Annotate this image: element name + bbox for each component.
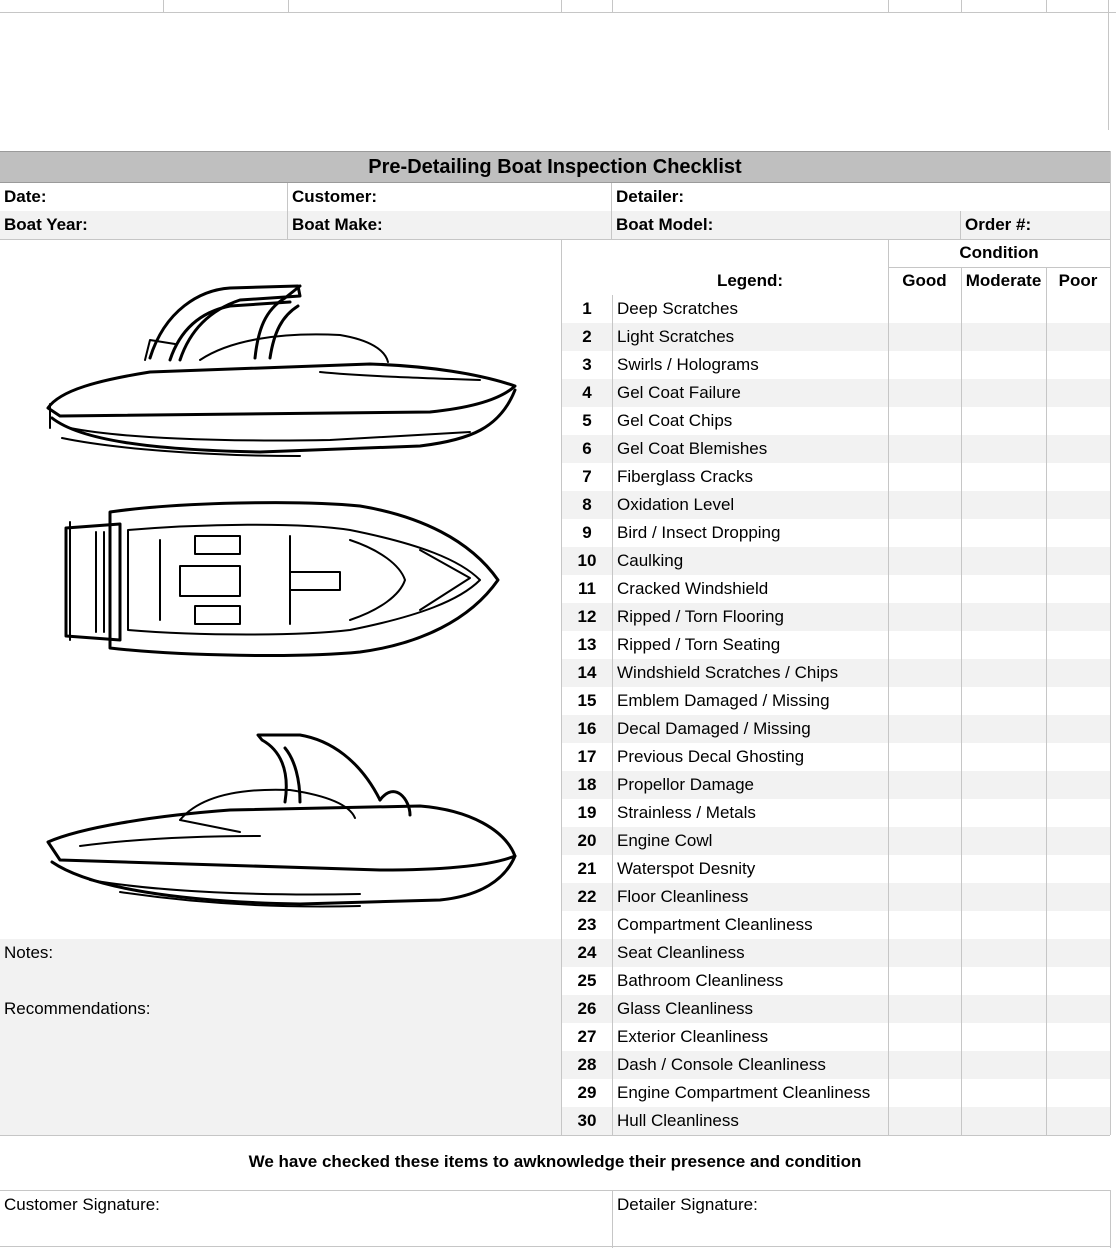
- condition-good-cell[interactable]: [889, 799, 961, 827]
- item-number: 17: [562, 743, 612, 771]
- grid-divider: [1110, 1190, 1111, 1248]
- item-number: 14: [562, 659, 612, 687]
- item-number: 22: [562, 883, 612, 911]
- condition-good-cell[interactable]: [889, 1051, 961, 1079]
- moderate-column-header: Moderate: [965, 271, 1042, 290]
- good-column-header: Good: [902, 271, 947, 290]
- item-number: 23: [562, 911, 612, 939]
- item-label: Compartment Cleanliness: [613, 911, 888, 939]
- condition-good-cell[interactable]: [889, 687, 961, 715]
- item-label: Swirls / Holograms: [613, 351, 888, 379]
- condition-moderate-cell[interactable]: [962, 855, 1046, 883]
- condition-moderate-cell[interactable]: [962, 1079, 1046, 1107]
- condition-moderate-cell[interactable]: [962, 799, 1046, 827]
- condition-moderate-cell[interactable]: [962, 547, 1046, 575]
- condition-poor-cell[interactable]: [1047, 379, 1110, 407]
- item-number: 1: [562, 295, 612, 323]
- boat-make-field[interactable]: Boat Make:: [288, 211, 612, 239]
- top-row-border: [0, 12, 1116, 13]
- condition-moderate-cell[interactable]: [962, 575, 1046, 603]
- condition-good-cell[interactable]: [889, 631, 961, 659]
- condition-moderate-cell[interactable]: [962, 995, 1046, 1023]
- condition-poor-cell[interactable]: [1047, 575, 1110, 603]
- item-number: 30: [562, 1107, 612, 1135]
- item-label: Propellor Damage: [613, 771, 888, 799]
- boat-side-view-icon: [48, 286, 515, 456]
- condition-good-cell[interactable]: [889, 379, 961, 407]
- condition-poor-cell[interactable]: [1047, 435, 1110, 463]
- condition-good-cell[interactable]: [889, 1079, 961, 1107]
- date-field[interactable]: Date:: [0, 183, 288, 211]
- condition-poor-cell[interactable]: [1047, 603, 1110, 631]
- item-number: 25: [562, 967, 612, 995]
- item-number: 4: [562, 379, 612, 407]
- condition-moderate-cell[interactable]: [962, 519, 1046, 547]
- item-label: Light Scratches: [613, 323, 888, 351]
- item-number: 29: [562, 1079, 612, 1107]
- condition-good-cell[interactable]: [889, 827, 961, 855]
- top-row-divider: [888, 0, 889, 12]
- condition-poor-cell[interactable]: [1047, 631, 1110, 659]
- item-number: 21: [562, 855, 612, 883]
- condition-good-cell[interactable]: [889, 407, 961, 435]
- condition-good-cell[interactable]: [889, 911, 961, 939]
- boat-top-view-icon: [66, 503, 498, 656]
- condition-poor-cell[interactable]: [1047, 687, 1110, 715]
- item-label: Gel Coat Chips: [613, 407, 888, 435]
- condition-poor-cell[interactable]: [1047, 659, 1110, 687]
- condition-moderate-cell[interactable]: [962, 967, 1046, 995]
- legend-label: Legend:: [716, 271, 784, 290]
- item-number: 13: [562, 631, 612, 659]
- item-number: 15: [562, 687, 612, 715]
- grid-divider: [888, 295, 889, 1135]
- condition-poor-cell[interactable]: [1047, 295, 1110, 323]
- condition-moderate-cell[interactable]: [962, 1107, 1046, 1135]
- item-number: 20: [562, 827, 612, 855]
- condition-good-cell[interactable]: [889, 575, 961, 603]
- condition-moderate-cell[interactable]: [962, 603, 1046, 631]
- item-label: Caulking: [613, 547, 888, 575]
- item-label: Engine Compartment Cleanliness: [613, 1079, 888, 1107]
- boat-side-view-icon: [48, 735, 515, 906]
- condition-poor-cell[interactable]: [1047, 519, 1110, 547]
- recommendations-field[interactable]: Recommendations:: [0, 995, 561, 1135]
- right-edge-line: [1108, 0, 1109, 130]
- item-label: Previous Decal Ghosting: [613, 743, 888, 771]
- item-label: Ripped / Torn Seating: [613, 631, 888, 659]
- condition-poor-cell[interactable]: [1047, 799, 1110, 827]
- item-label: Emblem Damaged / Missing: [613, 687, 888, 715]
- condition-moderate-cell[interactable]: [962, 827, 1046, 855]
- condition-good-cell[interactable]: [889, 855, 961, 883]
- item-label: Ripped / Torn Flooring: [613, 603, 888, 631]
- checklist-title: Pre-Detailing Boat Inspection Checklist: [0, 151, 1110, 183]
- item-number: 28: [562, 1051, 612, 1079]
- condition-poor-cell[interactable]: [1047, 827, 1110, 855]
- condition-good-cell[interactable]: [889, 1107, 961, 1135]
- item-number: 7: [562, 463, 612, 491]
- notes-field[interactable]: Notes:: [0, 939, 561, 995]
- top-row-divider: [163, 0, 164, 12]
- condition-good-cell[interactable]: [889, 883, 961, 911]
- item-label: Seat Cleanliness: [613, 939, 888, 967]
- condition-poor-cell[interactable]: [1047, 883, 1110, 911]
- condition-moderate-cell[interactable]: [962, 463, 1046, 491]
- condition-poor-cell[interactable]: [1047, 351, 1110, 379]
- item-label: Floor Cleanliness: [613, 883, 888, 911]
- boat-diagram: [0, 240, 560, 938]
- customer-signature-field[interactable]: Customer Signature:: [4, 1195, 160, 1214]
- condition-poor-cell[interactable]: [1047, 855, 1110, 883]
- condition-good-cell[interactable]: [889, 967, 961, 995]
- condition-poor-cell[interactable]: [1047, 1079, 1110, 1107]
- item-label: Exterior Cleanliness: [613, 1023, 888, 1051]
- item-number: 26: [562, 995, 612, 1023]
- item-label: Oxidation Level: [613, 491, 888, 519]
- condition-moderate-cell[interactable]: [962, 295, 1046, 323]
- item-number: 16: [562, 715, 612, 743]
- item-number: 5: [562, 407, 612, 435]
- condition-moderate-cell[interactable]: [962, 771, 1046, 799]
- condition-good-cell[interactable]: [889, 295, 961, 323]
- condition-poor-cell[interactable]: [1047, 995, 1110, 1023]
- condition-moderate-cell[interactable]: [962, 435, 1046, 463]
- condition-moderate-cell[interactable]: [962, 631, 1046, 659]
- condition-moderate-cell[interactable]: [962, 379, 1046, 407]
- item-number: 24: [562, 939, 612, 967]
- item-label: Engine Cowl: [613, 827, 888, 855]
- item-number: 12: [562, 603, 612, 631]
- condition-moderate-cell[interactable]: [962, 687, 1046, 715]
- condition-moderate-cell[interactable]: [962, 911, 1046, 939]
- grid-divider: [1110, 151, 1111, 1135]
- condition-good-cell[interactable]: [889, 771, 961, 799]
- item-label: Bathroom Cleanliness: [613, 967, 888, 995]
- top-row-divider: [288, 0, 289, 12]
- condition-poor-cell[interactable]: [1047, 771, 1110, 799]
- condition-moderate-cell[interactable]: [962, 1051, 1046, 1079]
- order-number-field[interactable]: Order #:: [961, 211, 1110, 239]
- condition-moderate-cell[interactable]: [962, 715, 1046, 743]
- condition-good-cell[interactable]: [889, 939, 961, 967]
- condition-good-cell[interactable]: [889, 603, 961, 631]
- item-label: Bird / Insect Dropping: [613, 519, 888, 547]
- condition-good-cell[interactable]: [889, 995, 961, 1023]
- item-label: Decal Damaged / Missing: [613, 715, 888, 743]
- condition-poor-cell[interactable]: [1047, 463, 1110, 491]
- customer-field[interactable]: Customer:: [288, 183, 612, 211]
- condition-poor-cell[interactable]: [1047, 1051, 1110, 1079]
- item-number: 18: [562, 771, 612, 799]
- grid-divider: [612, 295, 613, 1135]
- item-number: 6: [562, 435, 612, 463]
- item-label: Cracked Windshield: [613, 575, 888, 603]
- condition-good-cell[interactable]: [889, 463, 961, 491]
- condition-good-cell[interactable]: [889, 351, 961, 379]
- condition-moderate-cell[interactable]: [962, 407, 1046, 435]
- item-label: Strainless / Metals: [613, 799, 888, 827]
- condition-moderate-cell[interactable]: [962, 743, 1046, 771]
- condition-poor-cell[interactable]: [1047, 491, 1110, 519]
- item-label: Glass Cleanliness: [613, 995, 888, 1023]
- item-number: 9: [562, 519, 612, 547]
- top-row-divider: [612, 0, 613, 12]
- condition-moderate-cell[interactable]: [962, 939, 1046, 967]
- row-line: [0, 1246, 1110, 1247]
- condition-moderate-cell[interactable]: [962, 659, 1046, 687]
- condition-poor-cell[interactable]: [1047, 547, 1110, 575]
- condition-good-cell[interactable]: [889, 659, 961, 687]
- acknowledgement-text: We have checked these items to awknowledge their presence and condition: [248, 1152, 862, 1171]
- item-label: Gel Coat Failure: [613, 379, 888, 407]
- condition-poor-cell[interactable]: [1047, 967, 1110, 995]
- item-label: Dash / Console Cleanliness: [613, 1051, 888, 1079]
- condition-moderate-cell[interactable]: [962, 1023, 1046, 1051]
- condition-good-cell[interactable]: [889, 323, 961, 351]
- boat-year-field[interactable]: Boat Year:: [0, 211, 288, 239]
- item-label: Hull Cleanliness: [613, 1107, 888, 1135]
- condition-good-cell[interactable]: [889, 715, 961, 743]
- grid-divider: [1046, 295, 1047, 1135]
- item-number: 11: [562, 575, 612, 603]
- condition-good-cell[interactable]: [889, 519, 961, 547]
- condition-moderate-cell[interactable]: [962, 323, 1046, 351]
- condition-good-cell[interactable]: [889, 547, 961, 575]
- condition-poor-cell[interactable]: [1047, 323, 1110, 351]
- condition-poor-cell[interactable]: [1047, 407, 1110, 435]
- item-number: 2: [562, 323, 612, 351]
- condition-moderate-cell[interactable]: [962, 351, 1046, 379]
- item-label: Deep Scratches: [613, 295, 888, 323]
- poor-column-header: Poor: [1058, 271, 1098, 290]
- condition-poor-cell[interactable]: [1047, 1107, 1110, 1135]
- condition-moderate-cell[interactable]: [962, 491, 1046, 519]
- condition-header: Condition: [959, 243, 1039, 262]
- condition-good-cell[interactable]: [889, 743, 961, 771]
- item-label: Fiberglass Cracks: [613, 463, 888, 491]
- condition-good-cell[interactable]: [889, 1023, 961, 1051]
- boat-model-field[interactable]: Boat Model:: [612, 211, 961, 239]
- top-row-divider: [1046, 0, 1047, 12]
- detailer-field[interactable]: Detailer:: [616, 187, 685, 206]
- condition-good-cell[interactable]: [889, 491, 961, 519]
- item-number: 19: [562, 799, 612, 827]
- item-label: Windshield Scratches / Chips: [613, 659, 888, 687]
- detailer-signature-field[interactable]: Detailer Signature:: [617, 1195, 758, 1214]
- item-number: 8: [562, 491, 612, 519]
- condition-poor-cell[interactable]: [1047, 939, 1110, 967]
- item-number: 10: [562, 547, 612, 575]
- item-number: 3: [562, 351, 612, 379]
- condition-poor-cell[interactable]: [1047, 911, 1110, 939]
- condition-poor-cell[interactable]: [1047, 715, 1110, 743]
- condition-poor-cell[interactable]: [1047, 743, 1110, 771]
- item-label: Gel Coat Blemishes: [613, 435, 888, 463]
- condition-good-cell[interactable]: [889, 435, 961, 463]
- item-label: Waterspot Desnity: [613, 855, 888, 883]
- item-number: 27: [562, 1023, 612, 1051]
- condition-poor-cell[interactable]: [1047, 1023, 1110, 1051]
- top-row-divider: [961, 0, 962, 12]
- condition-moderate-cell[interactable]: [962, 883, 1046, 911]
- grid-divider: [961, 295, 962, 1135]
- top-row-divider: [561, 0, 562, 12]
